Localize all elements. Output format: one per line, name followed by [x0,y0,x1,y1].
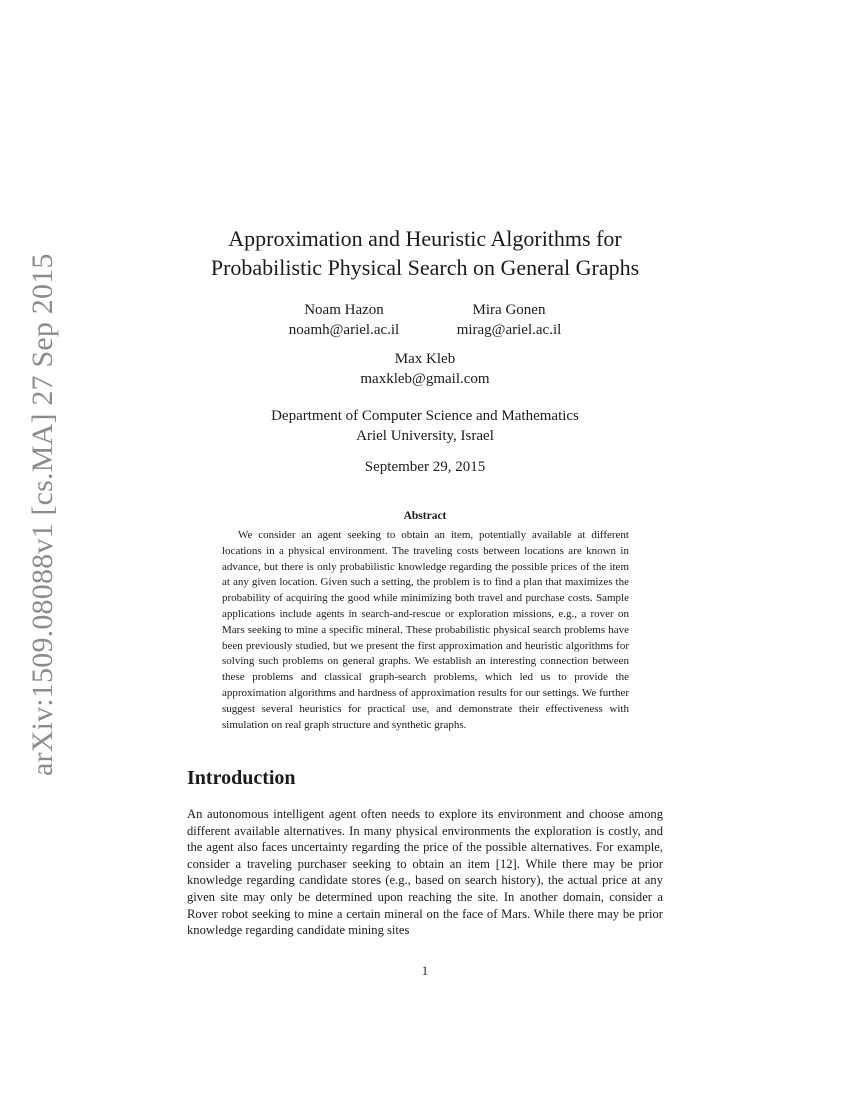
author-email: maxkleb@gmail.com [360,371,490,387]
author-name: Mira Gonen [472,302,546,318]
abstract-text: We consider an agent seeking to obtain an item, potentially available at different locations in a physical environment. The traveling costs between locations are known in advance, but there is only probabilistic knowledge regarding the possible prices of the item at any given location. Given such a setting, the problem is to find a plan that maximizes the probability of acquiring the good while minimizing both travel and purchase costs. Sample applications include agents in search-and-rescue or exploration missions, e.g., a rover on Mars seeking to mine a specific mineral. These probabilistic physical search problems have been previously studied, but we present the first approximation and heuristic algorithms for solving such problems on general graphs. We establish an interesting connection between these problems and classical graph-search problems, which led us to provide the approximation algorithms and hardness of approximation results for our settings. We further suggest several heuristics for practical use, and demonstrate their effectiveness with simulation on real graph structure and synthetic graphs. [222,529,629,731]
author-2 [409,300,609,340]
title-block [140,224,710,282]
affiliation-university: Ariel University, Israel [356,428,494,444]
authors-row [0,300,850,344]
affiliation [200,406,650,446]
abstract-heading: Abstract [403,510,447,522]
author-email: noamh@ariel.ac.il [288,322,400,338]
section-heading-introduction: Introduction [187,767,296,789]
author-name: Max Kleb [394,351,456,367]
author-3 [325,349,525,389]
title-line-2: Probabilistic Physical Search on General Graphs [210,255,640,280]
title-line-1: Approximation and Heuristic Algorithms for [228,226,622,251]
paper-date: September 29, 2015 [364,459,486,475]
arxiv-identifier: arXiv:1509.08088v1 [cs.MA] 27 Sep 2015 [26,253,59,776]
introduction-text: An autonomous intelligent agent often needs to explore its environment and choose among different available alternatives. In many physical environments the exploration is costly, and the agent also faces uncertainty regarding the price of the possible alternatives. For example, consider a traveling purchaser seeking to obtain an item [12]. While there may be prior knowledge regarding candidate stores (e.g., based on search history), the actual price at any given site may only be determined upon reaching the site. In another domain, consider a Rover robot seeking to mine a certain mineral on the face of Mars. While there may be prior knowledge regarding candidate mining sites [187,807,663,938]
author-name: Noam Hazon [304,302,384,318]
paper-title [140,224,710,282]
author-email: mirag@ariel.ac.il [456,322,562,338]
page-number: 1 [421,964,429,978]
affiliation-department: Department of Computer Science and Mathematics [271,408,579,424]
